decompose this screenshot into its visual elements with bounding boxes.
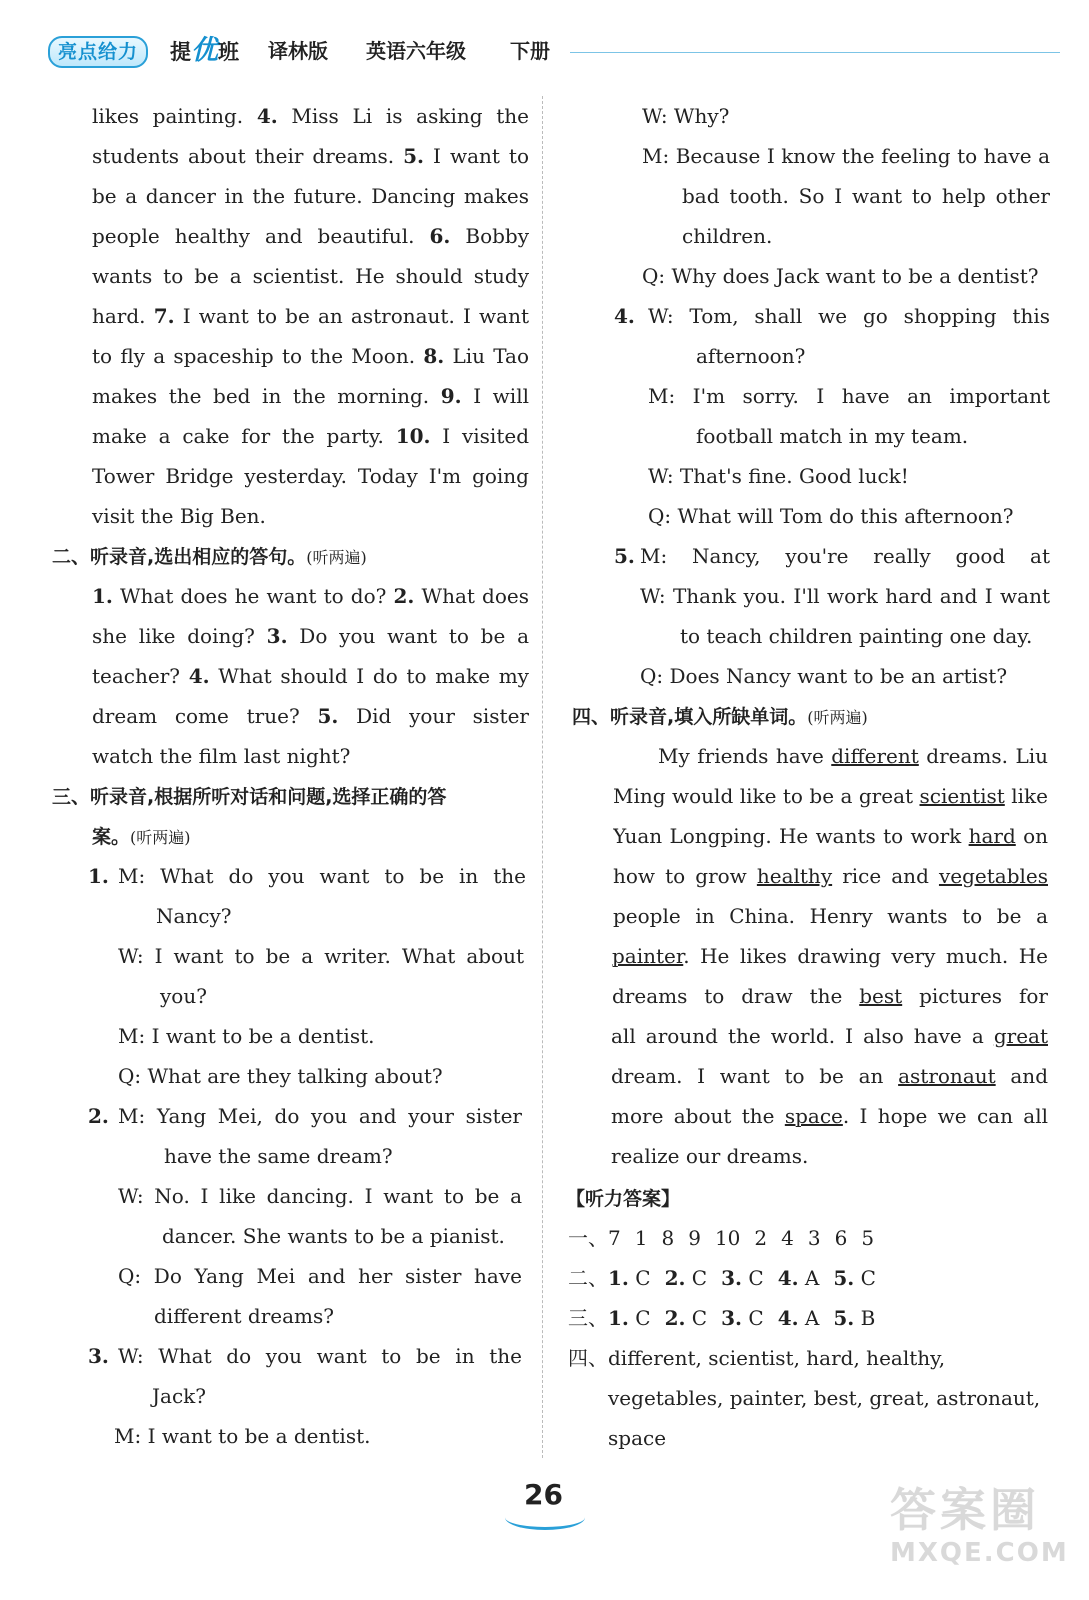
- answer-item: 10: [714, 1226, 741, 1250]
- text-line: students about their dreams. 5. I want to: [92, 144, 529, 168]
- text-line: wants to be a scientist. He should study: [92, 264, 529, 288]
- dialogue-line: W: No. I like dancing. I want to be a: [118, 1184, 522, 1208]
- dialogue-line: Q: What will Tom do this afternoon?: [648, 504, 1014, 528]
- dialogue-line: W: That's fine. Good luck!: [648, 464, 909, 488]
- dialogue-line: Q: Does Nancy want to be an artist?: [640, 664, 1008, 688]
- answer-item: 2. C: [664, 1266, 708, 1290]
- answer-item: 4. A: [777, 1266, 820, 1290]
- cloze-line: more about the space. I hope we can all: [611, 1104, 1048, 1128]
- cloze-line: dreams to draw the best pictures for: [612, 984, 1048, 1008]
- answer-item: 4: [781, 1226, 794, 1250]
- item-number: 3.: [88, 1344, 109, 1368]
- dialogue-line: bad tooth. So I want to help other: [682, 184, 1050, 208]
- answers-line: space: [608, 1426, 667, 1450]
- dialogue-line: M: What do you want to be in the: [118, 864, 526, 888]
- text-line: Tower Bridge yesterday. Today I'm going: [92, 464, 529, 488]
- answers-title: 【听力答案】: [566, 1188, 681, 1210]
- dialogue-line: to teach children painting one day.: [680, 624, 1033, 648]
- answer-item: 3. C: [721, 1306, 764, 1330]
- answer-item: 5. C: [833, 1266, 876, 1290]
- text-line: 1. What does he want to do? 2. What does: [92, 584, 529, 608]
- cloze-line: dream. I want to be an astronaut and: [611, 1064, 1048, 1088]
- answer-item: 2: [754, 1226, 768, 1250]
- cloze-line: all around the world. I also have a great: [611, 1024, 1048, 1048]
- text-line: she like doing? 3. Do you want to be a: [92, 624, 529, 648]
- dialogue-line: M: I want to be a dentist.: [118, 1024, 375, 1048]
- item-number: 2.: [88, 1104, 109, 1128]
- text-line: likes painting. 4. Miss Li is asking the: [92, 104, 529, 128]
- dialogue-line: children.: [682, 224, 773, 248]
- section-4-title: 四、听录音,填入所缺单词。(听两遍): [572, 706, 868, 728]
- answer-item: 1. C: [608, 1306, 651, 1330]
- cloze-line: people in China. Henry wants to be a: [613, 904, 1048, 928]
- text-line: be a dancer in the future. Dancing makes: [92, 184, 529, 208]
- dialogue-line: W: Why?: [642, 104, 730, 128]
- answers-section-3: 三、1. C 2. C 3. C 4. A 5. B: [568, 1298, 889, 1338]
- text-line: to fly a spaceship to the Moon. 8. Liu Tao: [92, 344, 529, 368]
- text-line: makes the bed in the morning. 9. I will: [92, 384, 529, 408]
- dialogue-line: Jack?: [152, 1384, 206, 1408]
- dialogue-line: Nancy?: [156, 904, 232, 928]
- dialogue-line: W: Tom, shall we go shopping this: [648, 304, 1050, 328]
- dialogue-line: football match in my team.: [696, 424, 969, 448]
- dialogue-line: you?: [160, 984, 207, 1008]
- dialogue-line: W: Thank you. I'll work hard and I want: [640, 584, 1050, 608]
- header-rule: [570, 52, 1060, 53]
- page-header: [48, 34, 1058, 70]
- dialogue-line: M: I'm sorry. I have an important: [648, 384, 1050, 408]
- dialogue-line: Q: Why does Jack want to be a dentist?: [642, 264, 1039, 288]
- brand-logo: 亮点给力: [48, 36, 148, 68]
- dialogue-line: M: Because I know the feeling to have a: [642, 144, 1050, 168]
- page-number-decoration: [505, 1505, 585, 1530]
- volume-label: 下册: [510, 39, 550, 63]
- answer-item: 3. C: [721, 1266, 764, 1290]
- answers-section-1: 一、7 1 8 9 10 2 4 3 6 5: [568, 1218, 888, 1258]
- page-number: 26: [524, 1478, 563, 1511]
- answers-line: vegetables, painter, best, great, astronaut,: [608, 1386, 1041, 1410]
- dialogue-line: W: I want to be a writer. What about: [118, 944, 524, 968]
- answers-section-4: 四、different, scientist, hard, healthy,: [568, 1346, 946, 1370]
- answer-item: 8: [661, 1226, 675, 1250]
- text-line: people healthy and beautiful. 6. Bobby: [92, 224, 529, 248]
- answer-item: 5. B: [833, 1306, 876, 1330]
- answer-list: [608, 1298, 889, 1338]
- answer-item: 2. C: [664, 1306, 708, 1330]
- text-line: watch the film last night?: [92, 744, 351, 768]
- answer-item: 3: [807, 1226, 821, 1250]
- cloze-line: Ming would like to be a great scientist like: [613, 784, 1048, 808]
- dialogue-line: M: Yang Mei, do you and your sister: [118, 1104, 522, 1128]
- item-number: 4.: [614, 304, 635, 328]
- dialogue-line: different dreams?: [154, 1304, 334, 1328]
- dialogue-line: dancer. She wants to be a pianist.: [162, 1224, 505, 1248]
- dialogue-line: Q: What are they talking about?: [118, 1064, 443, 1088]
- section-2-title: 二、听录音,选出相应的答句。(听两遍): [52, 546, 367, 568]
- answer-item: 9: [688, 1226, 701, 1250]
- answer-item: 4. A: [777, 1306, 820, 1330]
- edition-label: 译林版: [268, 39, 328, 63]
- answer-item: 6: [834, 1226, 848, 1250]
- cloze-line: painter. He likes drawing very much. He: [612, 944, 1048, 968]
- dialogue-line: afternoon?: [696, 344, 806, 368]
- answer-item: 7: [608, 1226, 621, 1250]
- text-line: make a cake for the party. 10. I visited: [92, 424, 529, 448]
- text-line: teacher? 4. What should I do to make my: [92, 664, 529, 688]
- answer-list: [608, 1258, 890, 1298]
- item-number: 1.: [88, 864, 109, 888]
- answer-item: 1: [634, 1226, 648, 1250]
- answer-item: 5: [861, 1226, 875, 1250]
- series-title: 提优班: [170, 35, 239, 66]
- item-number: 5.: [614, 544, 635, 568]
- cloze-line: My friends have different dreams. Liu: [658, 744, 1048, 768]
- section-3-title: 三、听录音,根据所听对话和问题,选择正确的答: [52, 786, 447, 808]
- dialogue-line: have the same dream?: [164, 1144, 393, 1168]
- watermark-logo: 答案圈 MXQE.COM: [890, 1483, 1069, 1568]
- dialogue-line: M: I want to be a dentist.: [114, 1424, 371, 1448]
- text-line: visit the Big Ben.: [92, 504, 266, 528]
- section-3-title-cont: 案。(听两遍): [92, 826, 191, 848]
- cloze-line: realize our dreams.: [611, 1144, 809, 1168]
- cloze-line: Yuan Longping. He wants to work hard on: [613, 824, 1048, 848]
- dialogue-line: Q: Do Yang Mei and her sister have: [118, 1264, 522, 1288]
- dialogue-line: W: What do you want to be in the: [118, 1344, 522, 1368]
- answer-item: 1. C: [608, 1266, 651, 1290]
- text-line: dream come true? 5. Did your sister: [92, 704, 529, 728]
- subject-label: 英语六年级: [366, 39, 466, 63]
- answer-list: [608, 1218, 888, 1258]
- dialogue-line: M: Nancy, you're really good at: [640, 544, 1050, 568]
- answers-section-2: 二、1. C 2. C 3. C 4. A 5. C: [568, 1258, 890, 1298]
- cloze-line: how to grow healthy rice and vegetables: [613, 864, 1048, 888]
- text-line: hard. 7. I want to be an astronaut. I want: [92, 304, 529, 328]
- column-divider: [542, 96, 543, 1458]
